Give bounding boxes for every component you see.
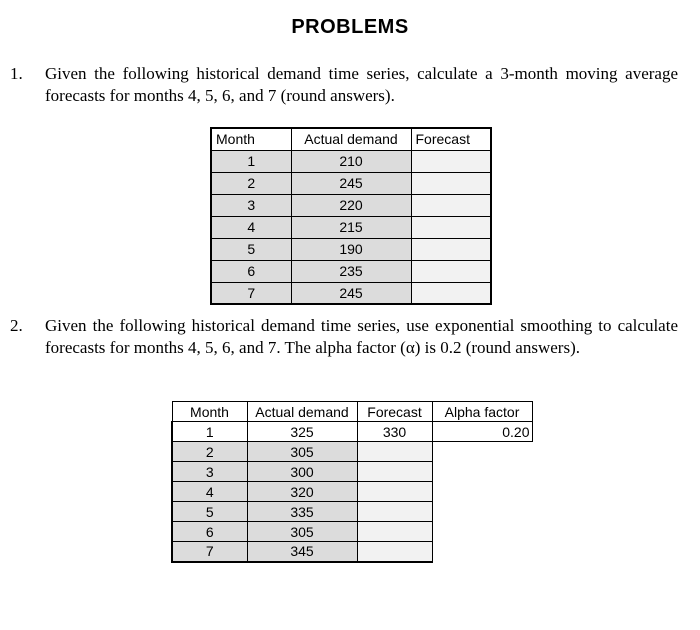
month-cell: 3 bbox=[172, 462, 247, 482]
forecast-cell[interactable] bbox=[411, 282, 491, 304]
header-actual-demand: Actual demand bbox=[291, 128, 411, 150]
table-row bbox=[172, 542, 532, 562]
month-cell: 2 bbox=[211, 172, 291, 194]
empty-cell bbox=[432, 462, 532, 482]
table-row bbox=[172, 502, 532, 522]
forecast-cell[interactable] bbox=[411, 194, 491, 216]
table-row bbox=[211, 150, 491, 172]
empty-cell bbox=[432, 502, 532, 522]
month-cell: 6 bbox=[211, 260, 291, 282]
table-row bbox=[172, 442, 532, 462]
month-cell: 3 bbox=[211, 194, 291, 216]
forecast-cell: 330 bbox=[357, 422, 432, 442]
table-row bbox=[211, 194, 491, 216]
table-row bbox=[211, 238, 491, 260]
table-row bbox=[211, 260, 491, 282]
table-row bbox=[172, 482, 532, 502]
empty-cell bbox=[432, 482, 532, 502]
problem-2-number: 2. bbox=[10, 316, 23, 335]
demand-cell: 305 bbox=[247, 522, 357, 542]
month-cell: 4 bbox=[211, 216, 291, 238]
demand-cell: 245 bbox=[291, 282, 411, 304]
forecast-cell[interactable] bbox=[357, 522, 432, 542]
alpha-value-cell: 0.20 bbox=[432, 422, 532, 442]
demand-cell: 325 bbox=[247, 422, 357, 442]
demand-cell: 320 bbox=[247, 482, 357, 502]
problem-1 bbox=[10, 63, 678, 107]
forecast-cell[interactable] bbox=[357, 462, 432, 482]
table-row bbox=[211, 282, 491, 304]
moving-average-table bbox=[210, 127, 492, 305]
demand-cell: 220 bbox=[291, 194, 411, 216]
header-forecast: Forecast bbox=[411, 128, 491, 150]
month-cell: 7 bbox=[211, 282, 291, 304]
exponential-smoothing-table bbox=[171, 401, 533, 563]
month-cell: 5 bbox=[211, 238, 291, 260]
empty-cell bbox=[432, 522, 532, 542]
table-header-row bbox=[172, 402, 532, 422]
forecast-cell[interactable] bbox=[357, 502, 432, 522]
forecast-cell[interactable] bbox=[357, 542, 432, 562]
table-row bbox=[172, 422, 532, 442]
forecast-cell[interactable] bbox=[411, 216, 491, 238]
empty-cell bbox=[432, 542, 532, 562]
header-actual-demand: Actual demand bbox=[247, 402, 357, 422]
demand-cell: 335 bbox=[247, 502, 357, 522]
empty-cell bbox=[432, 442, 532, 462]
table-row bbox=[172, 462, 532, 482]
month-cell: 1 bbox=[211, 150, 291, 172]
demand-cell: 345 bbox=[247, 542, 357, 562]
demand-cell: 245 bbox=[291, 172, 411, 194]
month-cell: 4 bbox=[172, 482, 247, 502]
table-row bbox=[211, 172, 491, 194]
demand-cell: 210 bbox=[291, 150, 411, 172]
table-row bbox=[211, 216, 491, 238]
month-cell: 2 bbox=[172, 442, 247, 462]
header-alpha-factor: Alpha factor bbox=[432, 402, 532, 422]
table-header-row bbox=[211, 128, 491, 150]
table-row bbox=[172, 522, 532, 542]
forecast-cell[interactable] bbox=[411, 260, 491, 282]
forecast-cell[interactable] bbox=[357, 482, 432, 502]
month-cell: 5 bbox=[172, 502, 247, 522]
demand-cell: 305 bbox=[247, 442, 357, 462]
forecast-cell[interactable] bbox=[411, 238, 491, 260]
month-cell: 1 bbox=[172, 422, 247, 442]
page-title: PROBLEMS bbox=[291, 16, 409, 38]
problem-1-text: Given the following historical demand time series, calculate a 3-month moving average forecasts for months 4, 5, 6, and 7 (round answers). bbox=[45, 64, 678, 105]
demand-cell: 235 bbox=[291, 260, 411, 282]
month-cell: 6 bbox=[172, 522, 247, 542]
forecast-cell[interactable] bbox=[411, 172, 491, 194]
forecast-cell[interactable] bbox=[411, 150, 491, 172]
month-cell: 7 bbox=[172, 542, 247, 562]
header-month: Month bbox=[211, 128, 291, 150]
demand-cell: 190 bbox=[291, 238, 411, 260]
header-forecast: Forecast bbox=[357, 402, 432, 422]
problem-1-number: 1. bbox=[10, 64, 23, 83]
demand-cell: 215 bbox=[291, 216, 411, 238]
forecast-cell[interactable] bbox=[357, 442, 432, 462]
header-month: Month bbox=[172, 402, 247, 422]
problem-2-text: Given the following historical demand time series, use exponential smoothing to calculate forecasts for months 4, 5, 6, and 7. The alpha factor (α) is 0.2 (round answers). bbox=[45, 316, 678, 357]
problem-2 bbox=[10, 315, 678, 359]
demand-cell: 300 bbox=[247, 462, 357, 482]
